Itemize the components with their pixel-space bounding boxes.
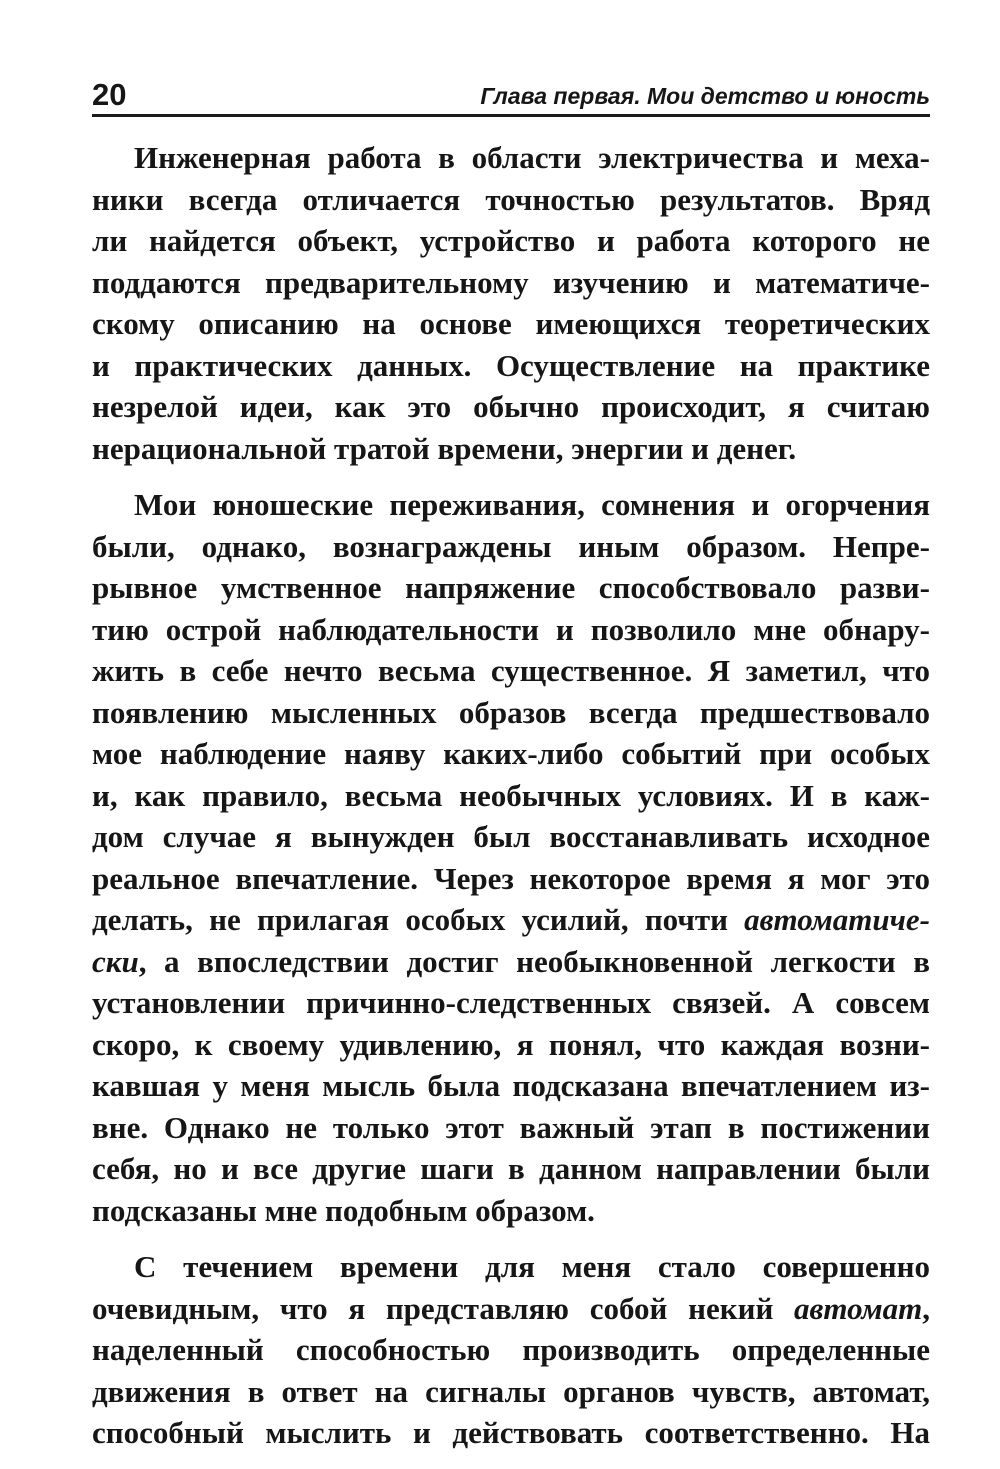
text-segment: , — [922, 1290, 930, 1326]
text-line: незрелой идеи, как это обычно происходит, я считаю — [92, 389, 930, 424]
text-line: и практических данных. Осуществление на практике — [92, 347, 930, 383]
paragraph-3 — [92, 1246, 930, 1454]
body-text — [92, 137, 930, 1454]
text-line: рывное умственное напряжение способствовало разви- — [92, 570, 930, 605]
emphasis-text: автомат — [794, 1290, 923, 1326]
emphasis-text: автоматиче- — [744, 902, 930, 937]
text-line: скоро, к своему удивлению, я понял, что каждая возни- — [92, 1026, 930, 1062]
text-line: ли найдется объект, устройство и работа которого не — [92, 223, 930, 258]
text-line: дом случае я вынужден был восстанавливать исходное — [92, 819, 930, 854]
book-page — [92, 70, 930, 1469]
text-line: себя, но и все другие шаги в данном направлении были — [92, 1151, 930, 1186]
text-line: жить в себе нечто весьма существенное. Я заметил, что — [92, 653, 930, 688]
text-line: тию острой наблюдательности и позволило мне обнару- — [92, 611, 930, 647]
text-line: нерациональной тратой времени, энергии и денег. — [92, 430, 797, 466]
text-line: были, однако, вознаграждены иным образом. Непре- — [92, 528, 930, 564]
text-line: установлении причинно-следственных связей. А совсем — [92, 985, 930, 1020]
text-segment: очевидным, что я представляю собой некий — [92, 1290, 795, 1326]
text-line: ники всегда отличается точностью результатов. Вряд — [92, 181, 930, 217]
text-line: подсказаны мне подобным образом. — [92, 1192, 595, 1228]
text-line: появлению мысленных образов всегда предшествовало — [92, 694, 930, 730]
text-line: скому описанию на основе имеющихся теоретических — [92, 306, 930, 341]
page-number: 20 — [92, 77, 127, 112]
text-line — [92, 899, 930, 941]
emphasis-text: ски — [92, 943, 139, 979]
text-line: наделенный способностью производить определенные — [92, 1332, 930, 1367]
text-line: и, как правило, весьма необычных условиях. И в каж- — [92, 777, 930, 813]
text-line: движения в ответ на сигналы органов чувств, автомат, — [92, 1373, 930, 1409]
text-line: вне. Однако не только этот важный этап в постижении — [92, 1109, 930, 1145]
text-line: кавшая у меня мысль была подсказана впечатлением из- — [92, 1068, 930, 1103]
text-line: Инженерная работа в области электричества и меха- — [134, 140, 930, 175]
paragraph-1 — [92, 137, 930, 469]
text-line — [92, 1288, 930, 1330]
text-line: Мои юношеские переживания, сомнения и огорчения — [134, 487, 930, 522]
text-segment: , а впоследствии достиг необыкновенной легкости в — [138, 943, 930, 979]
chapter-title: Глава первая. Мои детство и юность — [480, 83, 930, 109]
text-line: С течением времени для меня стало совершенно — [134, 1249, 930, 1284]
text-segment: делать, не прилагая особых усилий, почти — [92, 902, 745, 937]
text-line: реальное впечатление. Через некоторое время я мог это — [92, 860, 930, 896]
text-line: поддаются предварительному изучению и математиче- — [92, 264, 930, 300]
paragraph-2 — [92, 484, 930, 1231]
text-line: мое наблюдение наяву каких-либо событий при особых — [92, 736, 930, 771]
text-line — [92, 941, 930, 983]
running-header — [92, 70, 930, 117]
text-line: способный мыслить и действовать соответственно. На — [92, 1415, 930, 1450]
